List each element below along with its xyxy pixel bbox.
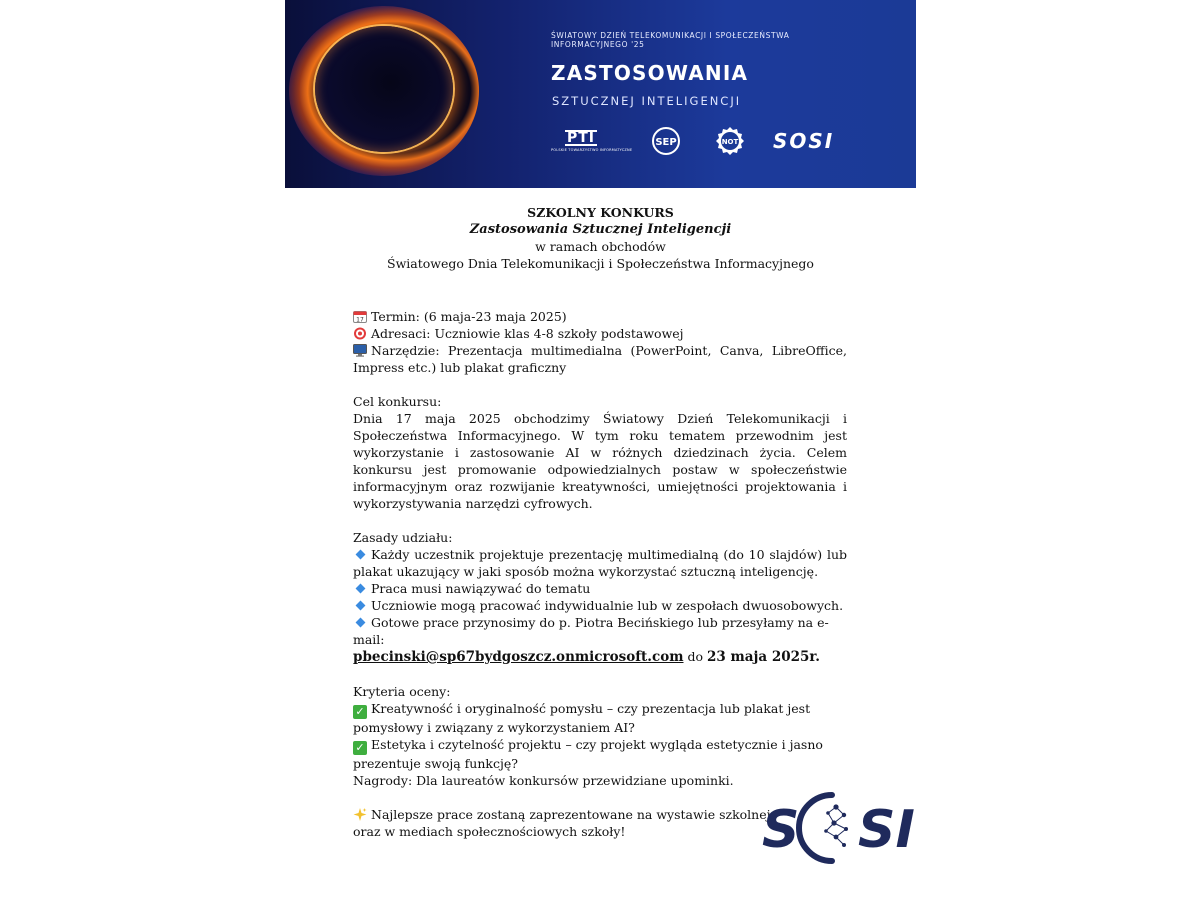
svg-text:17: 17 [356, 316, 364, 323]
contest-occasion: Światowego Dnia Telekomunikacji i Społeczeństwa Informacyjnego [387, 256, 814, 271]
contest-title: Zastosowania Sztucznej Inteligencji [469, 222, 732, 237]
target-icon [353, 327, 367, 340]
prizes-text: Nagrody: Dla laureatów konkursów przewidziane upominki. [353, 773, 734, 788]
svg-text:NOT: NOT [721, 138, 739, 146]
termin-text: Termin: (6 maja-23 maja 2025) [371, 309, 567, 324]
pti-logo-text: PTI [567, 130, 596, 146]
goal-text: Dnia 17 maja 2025 obchodzimy Światowy Dzień Telekomunikacji i Społeczeństwa Informacyjnego. W tym roku tematem przewodnim jest wykorzystanie i zastosowanie AI w różnych dziedzinach życia. Celem konkursu jest promowanie odpowiedzialnych postaw w społeczeństwie informacyjnym oraz rozwijanie kreatywności, umiejętności projektowania i wykorzystywania narzędzi cyfrowych. [353, 411, 847, 511]
deadline-date: 23 maja 2025r. [707, 649, 820, 665]
svg-text:SI: SI [858, 800, 915, 860]
contest-type: SZKOLNY KONKURS [527, 205, 674, 220]
closing-line2: oraz w mediach społecznościowych szkoły! [353, 824, 626, 839]
contact-email-link[interactable]: pbecinski@sp67bydgoszcz.onmicrosoft.com [353, 649, 684, 665]
info-narzedzie [353, 342, 847, 376]
sosi-logo [760, 785, 920, 869]
diamond-bullet-icon [356, 584, 366, 594]
goal-label: Cel konkursu: [353, 394, 442, 409]
document-body [353, 308, 847, 840]
criteria-text: Kreatywność i oryginalność pomysłu – czy prezentacja lub plakat jest pomysłowy i związany z wykorzystaniem AI? [353, 701, 811, 735]
rule-text: Gotowe prace przynosimy do p. Piotra Becińskiego lub przesyłamy na e-mail: [353, 615, 829, 647]
contest-context: w ramach obchodów [535, 239, 666, 254]
narzedzie-text: Narzędzie: Prezentacja multimedialna (PowerPoint, Canva, LibreOffice, Impress etc.) lub plakat graficzny [353, 343, 847, 375]
check-mark-icon: ✓ [353, 705, 367, 719]
not-logo [714, 126, 746, 156]
header-banner [285, 0, 916, 188]
rule-text: Każdy uczestnik projektuje prezentację multimedialną (do 10 slajdów) lub plakat ukazujący w jaki sposób można wykorzystać sztuczną inteligencję. [353, 547, 847, 579]
banner-kicker-line2: INFORMACYJNEGO '25 [551, 40, 645, 49]
sosi-logo-small [773, 128, 834, 154]
diamond-bullet-icon [356, 601, 366, 611]
info-adresaci [353, 325, 847, 342]
info-termin [353, 308, 847, 325]
banner-subtitle: SZTUCZNEJ INTELIGENCJI [552, 94, 742, 108]
banner-title: ZASTOSOWANIA [551, 61, 749, 85]
rules-label: Zasady udziału: [353, 530, 453, 545]
check-mark-icon: ✓ [353, 741, 367, 755]
closing-text-1: Najlepsze prace zostaną zaprezentowane na wystawie szkolnej [371, 807, 771, 822]
eclipse-ring-icon [315, 26, 453, 152]
diamond-bullet-icon [356, 618, 366, 628]
diamond-bullet-icon [356, 550, 366, 560]
sosi-network-o-icon [799, 795, 848, 861]
criteria-text: Estetyka i czytelność projektu – czy projekt wygląda estetycznie i jasno prezentuje swoją funkcję? [353, 737, 823, 771]
sep-logo [651, 126, 681, 156]
banner-kicker-line1: ŚWIATOWY DZIEŃ TELEKOMUNIKACJI I SPOŁECZEŃSTWA [551, 31, 790, 40]
sosi-logo-small-text: SOSI [773, 129, 835, 153]
rule-item [353, 546, 847, 580]
pti-logo-caption: POLSKIE TOWARZYSTWO INFORMATYCZNE [551, 148, 633, 152]
svg-text:SEP: SEP [655, 137, 677, 148]
rule-text: Praca musi nawiązywać do tematu [371, 581, 591, 596]
criteria-item [353, 700, 847, 736]
criteria-item [353, 736, 847, 772]
submission-line [353, 648, 847, 666]
rule-item [353, 614, 847, 648]
monitor-icon [353, 344, 367, 357]
partner-logos [551, 126, 871, 158]
rule-item [353, 580, 847, 597]
banner-kicker [551, 31, 851, 49]
rule-text: Uczniowie mogą pracować indywidualnie lub w zespołach dwuosobowych. [371, 598, 844, 613]
adresaci-text: Adresaci: Uczniowie klas 4-8 szkoły podstawowej [371, 326, 684, 341]
pti-logo [551, 130, 631, 154]
svg-text:S: S [762, 800, 800, 860]
calendar-icon [353, 310, 367, 323]
rule-item [353, 597, 847, 614]
criteria-label: Kryteria oceny: [353, 684, 451, 699]
sparkles-icon [353, 808, 367, 821]
deadline-prefix: do [687, 649, 704, 664]
